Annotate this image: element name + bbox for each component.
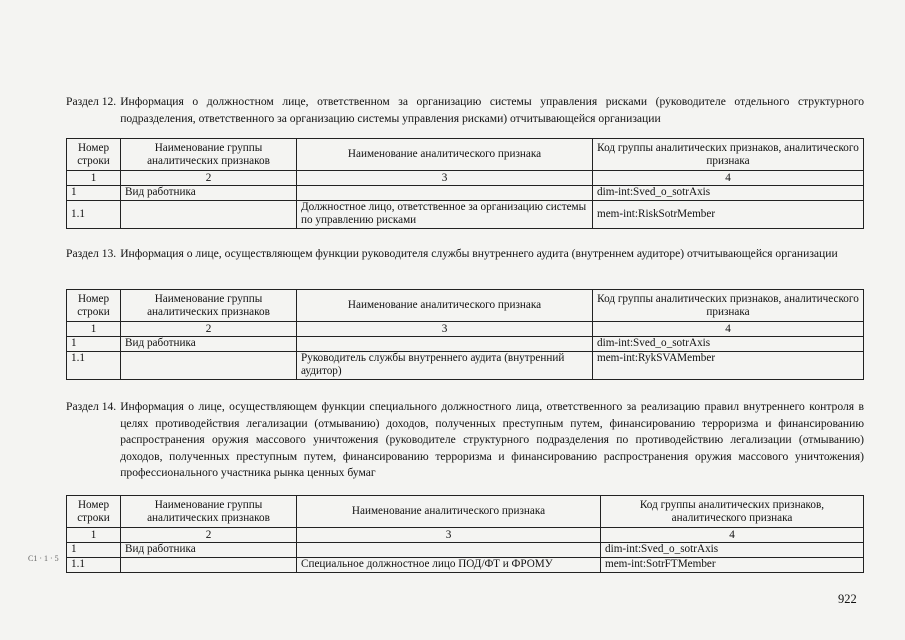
column-number: 3 bbox=[297, 528, 601, 543]
table-row bbox=[67, 352, 864, 380]
group-name: Вид работника bbox=[121, 337, 297, 352]
margin-mark: C1 · 1 · 5 bbox=[28, 554, 59, 563]
group-name: Вид работника bbox=[121, 186, 297, 201]
row-number: 1 bbox=[67, 186, 121, 201]
column-number: 4 bbox=[601, 528, 864, 543]
section-number: Раздел 14. bbox=[66, 400, 117, 413]
table-section-12 bbox=[66, 138, 864, 229]
code: dim-int:Sved_o_sotrAxis bbox=[601, 543, 864, 558]
code: mem-int:RykSVAMember bbox=[593, 352, 864, 380]
section-title: Информация о лице, осуществляющем функции специального должностного лица, ответственного за реализацию правил внутреннего контроля в целях противодействия легализации (отмыванию) доходов, полученных преступным путем, финансированию терроризма и финансированию распространения оружия массового уничтожения (руководителе структурного подразделения по противодействию легализации (отмыванию) доходов, полученных преступным путем, финансированию терроризма и финансированию распространения оружия массового уничтожения) профессионального участника рынка ценных бумаг bbox=[120, 400, 864, 479]
attribute-name bbox=[297, 186, 593, 201]
row-number: 1 bbox=[67, 543, 121, 558]
header-row-number: Номер строки bbox=[67, 139, 121, 171]
column-number: 4 bbox=[593, 171, 864, 186]
table-row bbox=[67, 543, 864, 558]
header-row-number: Номер строки bbox=[67, 290, 121, 322]
column-number: 2 bbox=[121, 171, 297, 186]
header-attribute-name: Наименование аналитического признака bbox=[297, 496, 601, 528]
column-number: 3 bbox=[297, 171, 593, 186]
header-code: Код группы аналитических признаков, аналитического признака bbox=[601, 496, 864, 528]
column-number: 2 bbox=[121, 528, 297, 543]
row-number: 1.1 bbox=[67, 201, 121, 229]
header-group-name: Наименование группы аналитических признаков bbox=[121, 290, 297, 322]
code: dim-int:Sved_o_sotrAxis bbox=[593, 186, 864, 201]
code: mem-int:SotrFTMember bbox=[601, 558, 864, 573]
header-attribute-name: Наименование аналитического признака bbox=[297, 290, 593, 322]
attribute-name bbox=[297, 543, 601, 558]
column-number: 1 bbox=[67, 528, 121, 543]
section-number: Раздел 12. bbox=[66, 95, 117, 108]
header-attribute-name: Наименование аналитического признака bbox=[297, 139, 593, 171]
attribute-name: Руководитель службы внутреннего аудита (внутренний аудитор) bbox=[297, 352, 593, 380]
attribute-name: Специальное должностное лицо ПОД/ФТ и ФРОМУ bbox=[297, 558, 601, 573]
section-title: Информация о лице, осуществляющем функции руководителя службы внутреннего аудита (внутреннем аудиторе) отчитывающейся организации bbox=[120, 247, 838, 260]
table-row bbox=[67, 186, 864, 201]
section-title: Информация о должностном лице, ответственном за организацию системы управления рисками (руководителе отдельного структурного подразделения, ответственного за организацию системы управления рисками) отчитывающейся организации bbox=[120, 95, 864, 125]
section-12-heading bbox=[66, 94, 864, 127]
column-number: 1 bbox=[67, 171, 121, 186]
row-number: 1.1 bbox=[67, 558, 121, 573]
table-row bbox=[67, 558, 864, 573]
column-number: 1 bbox=[67, 322, 121, 337]
section-number: Раздел 13. bbox=[66, 247, 117, 260]
attribute-name bbox=[297, 337, 593, 352]
column-number: 4 bbox=[593, 322, 864, 337]
section-14-heading bbox=[66, 399, 864, 482]
table-row bbox=[67, 201, 864, 229]
row-number: 1.1 bbox=[67, 352, 121, 380]
group-name bbox=[121, 558, 297, 573]
group-name: Вид работника bbox=[121, 543, 297, 558]
header-code: Код группы аналитических признаков, аналитического признака bbox=[593, 139, 864, 171]
code: mem-int:RiskSotrMember bbox=[593, 201, 864, 229]
table-section-13 bbox=[66, 289, 864, 380]
header-group-name: Наименование группы аналитических признаков bbox=[121, 139, 297, 171]
table-row bbox=[67, 337, 864, 352]
column-number: 3 bbox=[297, 322, 593, 337]
group-name bbox=[121, 201, 297, 229]
section-13-heading bbox=[66, 246, 864, 263]
row-number: 1 bbox=[67, 337, 121, 352]
attribute-name: Должностное лицо, ответственное за организацию системы по управлению рисками bbox=[297, 201, 593, 229]
code: dim-int:Sved_o_sotrAxis bbox=[593, 337, 864, 352]
column-number: 2 bbox=[121, 322, 297, 337]
page-number: 922 bbox=[838, 592, 857, 606]
header-row-number: Номер строки bbox=[67, 496, 121, 528]
header-code: Код группы аналитических признаков, аналитического признака bbox=[593, 290, 864, 322]
group-name bbox=[121, 352, 297, 380]
table-section-14 bbox=[66, 495, 864, 573]
header-group-name: Наименование группы аналитических признаков bbox=[121, 496, 297, 528]
